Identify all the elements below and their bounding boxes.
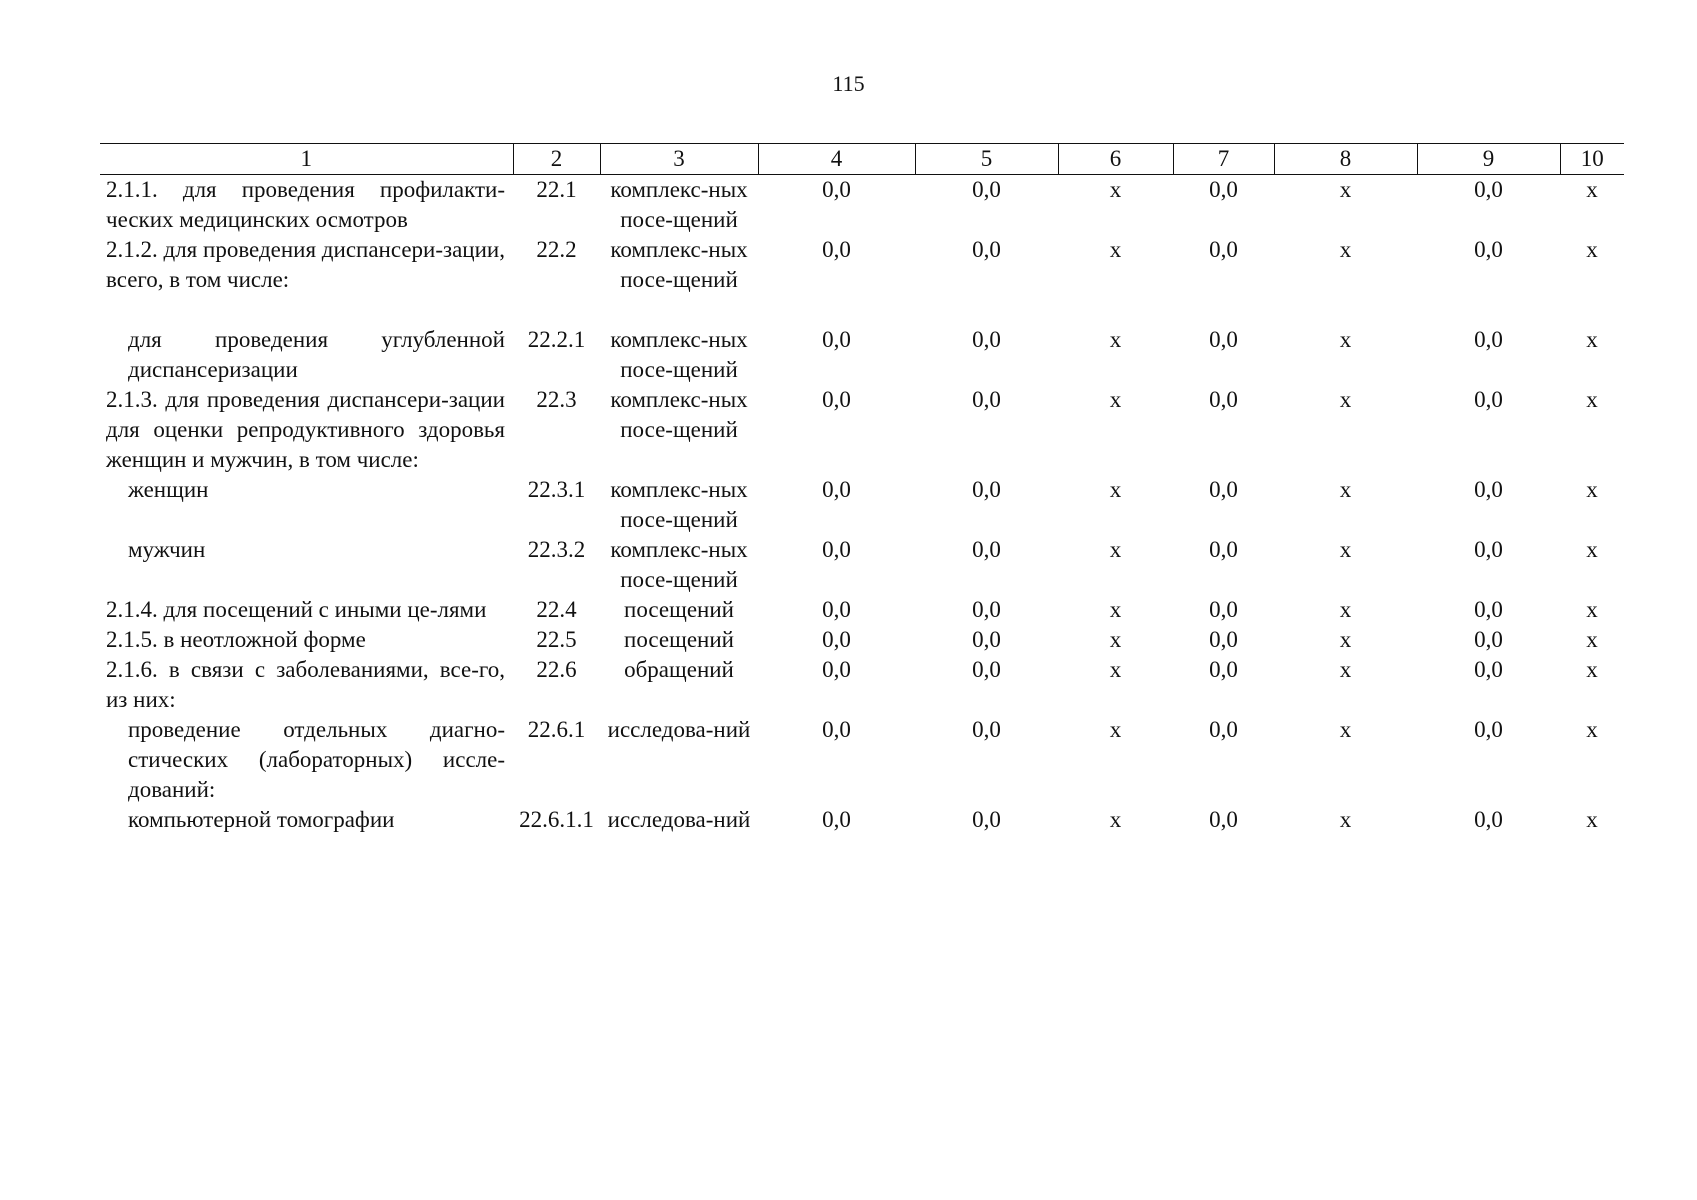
- row-name-cell: для проведения углубленной диспансеризации: [128, 327, 505, 382]
- value-cell: х: [1586, 387, 1598, 412]
- column-header: 1: [100, 144, 513, 175]
- value-cell: 0,0: [1209, 807, 1238, 832]
- row-unit-cell: комплекс-ных посе-щений: [610, 477, 748, 532]
- value-cell: 0,0: [1209, 627, 1238, 652]
- value-cell: 0,0: [1474, 597, 1503, 622]
- row-name-cell: 2.1.4. для посещений с иными це-лями: [106, 597, 487, 622]
- row-code-cell: 22.5: [536, 627, 577, 652]
- value-cell: 0,0: [972, 387, 1001, 412]
- row-name-cell: 2.1.1. для проведения профилакти-ческих медицинских осмотров: [106, 177, 505, 232]
- row-unit-cell: комплекс-ных посе-щений: [610, 387, 748, 442]
- column-header: 7: [1173, 144, 1274, 175]
- value-cell: х: [1339, 177, 1352, 202]
- column-header: 4: [758, 144, 915, 175]
- value-cell: х: [1339, 627, 1352, 652]
- table-row: [100, 715, 1624, 805]
- value-cell: 0,0: [972, 657, 1001, 682]
- column-header: 6: [1058, 144, 1173, 175]
- value-cell: х: [1586, 477, 1598, 502]
- value-cell: 0,0: [822, 807, 851, 832]
- value-cell: 0,0: [1474, 387, 1503, 412]
- column-header: 10: [1560, 144, 1624, 175]
- value-cell: х: [1586, 657, 1598, 682]
- value-cell: 0,0: [1474, 657, 1503, 682]
- value-cell: х: [1109, 477, 1122, 502]
- value-cell: х: [1109, 807, 1122, 832]
- value-cell: х: [1339, 327, 1352, 352]
- row-code-cell: 22.2.1: [527, 327, 586, 352]
- value-cell: х: [1109, 657, 1122, 682]
- value-cell: х: [1109, 627, 1122, 652]
- row-name-cell: мужчин: [128, 537, 206, 562]
- value-cell: х: [1339, 387, 1352, 412]
- value-cell: 0,0: [822, 327, 851, 352]
- value-cell: х: [1339, 657, 1352, 682]
- value-cell: 0,0: [972, 537, 1001, 562]
- value-cell: 0,0: [1209, 177, 1238, 202]
- row-code-cell: 22.3.2: [527, 537, 586, 562]
- table-row: [100, 625, 1624, 655]
- value-cell: 0,0: [1209, 477, 1238, 502]
- row-code-cell: 22.1: [536, 177, 577, 202]
- value-cell: х: [1339, 597, 1352, 622]
- value-cell: 0,0: [822, 627, 851, 652]
- row-unit-cell: исследова-ний: [607, 807, 751, 832]
- value-cell: х: [1109, 387, 1122, 412]
- value-cell: х: [1109, 717, 1122, 742]
- value-cell: 0,0: [1474, 327, 1503, 352]
- row-name-cell: 2.1.5. в неотложной форме: [106, 627, 366, 652]
- table-row: [100, 805, 1624, 835]
- row-name-cell: 2.1.2. для проведения диспансери-зации, всего, в том числе:: [106, 237, 505, 292]
- value-cell: 0,0: [972, 327, 1001, 352]
- table-row: [100, 325, 1624, 385]
- value-cell: х: [1586, 177, 1598, 202]
- value-cell: х: [1339, 717, 1352, 742]
- value-cell: 0,0: [1474, 177, 1503, 202]
- value-cell: 0,0: [1474, 537, 1503, 562]
- value-cell: 0,0: [972, 477, 1001, 502]
- row-code-cell: 22.6.1.1: [519, 807, 594, 832]
- value-cell: 0,0: [1209, 537, 1238, 562]
- column-header: 3: [600, 144, 758, 175]
- value-cell: х: [1586, 237, 1598, 262]
- value-cell: х: [1109, 327, 1122, 352]
- row-unit-cell: исследова-ний: [607, 717, 751, 742]
- column-header: 2: [513, 144, 600, 175]
- table-row: [100, 235, 1624, 325]
- table-row: [100, 385, 1624, 475]
- value-cell: х: [1109, 237, 1122, 262]
- value-cell: 0,0: [822, 177, 851, 202]
- row-unit-cell: комплекс-ных посе-щений: [610, 537, 748, 592]
- row-unit-cell: посещений: [624, 597, 734, 622]
- value-cell: 0,0: [822, 537, 851, 562]
- table-row: [100, 535, 1624, 595]
- value-cell: 0,0: [1209, 597, 1238, 622]
- row-name-cell: проведение отдельных диагно-стических (лабораторных) иссле-дований:: [128, 717, 505, 802]
- data-table: [100, 143, 1624, 835]
- row-code-cell: 22.3: [536, 387, 577, 412]
- row-name-cell: 2.1.3. для проведения диспансери-зации для оценки репродуктивного здоровья женщин и мужчин, в том числе:: [106, 387, 505, 472]
- value-cell: 0,0: [822, 717, 851, 742]
- row-code-cell: 22.6.1: [527, 717, 586, 742]
- column-header: 5: [915, 144, 1058, 175]
- value-cell: х: [1586, 537, 1598, 562]
- value-cell: х: [1586, 597, 1598, 622]
- value-cell: х: [1109, 597, 1122, 622]
- value-cell: 0,0: [972, 237, 1001, 262]
- value-cell: 0,0: [1474, 627, 1503, 652]
- value-cell: х: [1339, 237, 1352, 262]
- value-cell: х: [1586, 327, 1598, 352]
- value-cell: 0,0: [822, 597, 851, 622]
- value-cell: 0,0: [822, 387, 851, 412]
- table-row: [100, 475, 1624, 535]
- value-cell: х: [1109, 537, 1122, 562]
- row-unit-cell: комплекс-ных посе-щений: [610, 327, 748, 382]
- table-row: [100, 595, 1624, 625]
- row-name-cell: 2.1.6. в связи с заболеваниями, все-го, из них:: [106, 657, 505, 712]
- value-cell: 0,0: [972, 177, 1001, 202]
- page-number: 115: [832, 71, 865, 96]
- value-cell: 0,0: [822, 657, 851, 682]
- value-cell: 0,0: [1474, 237, 1503, 262]
- row-unit-cell: обращений: [624, 657, 734, 682]
- value-cell: 0,0: [972, 807, 1001, 832]
- value-cell: 0,0: [1209, 237, 1238, 262]
- table-row: [100, 175, 1624, 236]
- value-cell: 0,0: [1209, 717, 1238, 742]
- value-cell: х: [1339, 807, 1352, 832]
- value-cell: 0,0: [972, 717, 1001, 742]
- value-cell: х: [1109, 177, 1122, 202]
- column-header: 8: [1274, 144, 1417, 175]
- value-cell: 0,0: [1209, 327, 1238, 352]
- row-name-cell: компьютерной томографии: [128, 807, 395, 832]
- value-cell: х: [1586, 807, 1598, 832]
- row-unit-cell: посещений: [624, 627, 734, 652]
- table-row: [100, 655, 1624, 715]
- value-cell: 0,0: [822, 237, 851, 262]
- row-unit-cell: комплекс-ных посе-щений: [610, 177, 748, 232]
- row-code-cell: 22.4: [536, 597, 577, 622]
- value-cell: х: [1339, 537, 1352, 562]
- row-unit-cell: комплекс-ных посе-щений: [610, 237, 748, 292]
- value-cell: 0,0: [1209, 387, 1238, 412]
- row-name-cell: женщин: [128, 477, 209, 502]
- value-cell: 0,0: [822, 477, 851, 502]
- value-cell: 0,0: [1209, 657, 1238, 682]
- value-cell: х: [1339, 477, 1352, 502]
- value-cell: х: [1586, 717, 1598, 742]
- row-code-cell: 22.2: [536, 237, 577, 262]
- value-cell: 0,0: [1474, 477, 1503, 502]
- column-header: 9: [1417, 144, 1560, 175]
- value-cell: х: [1586, 627, 1598, 652]
- row-code-cell: 22.3.1: [527, 477, 586, 502]
- value-cell: 0,0: [1474, 807, 1503, 832]
- row-code-cell: 22.6: [536, 657, 577, 682]
- value-cell: 0,0: [1474, 717, 1503, 742]
- value-cell: 0,0: [972, 597, 1001, 622]
- column-number-row: [100, 144, 1624, 175]
- value-cell: 0,0: [972, 627, 1001, 652]
